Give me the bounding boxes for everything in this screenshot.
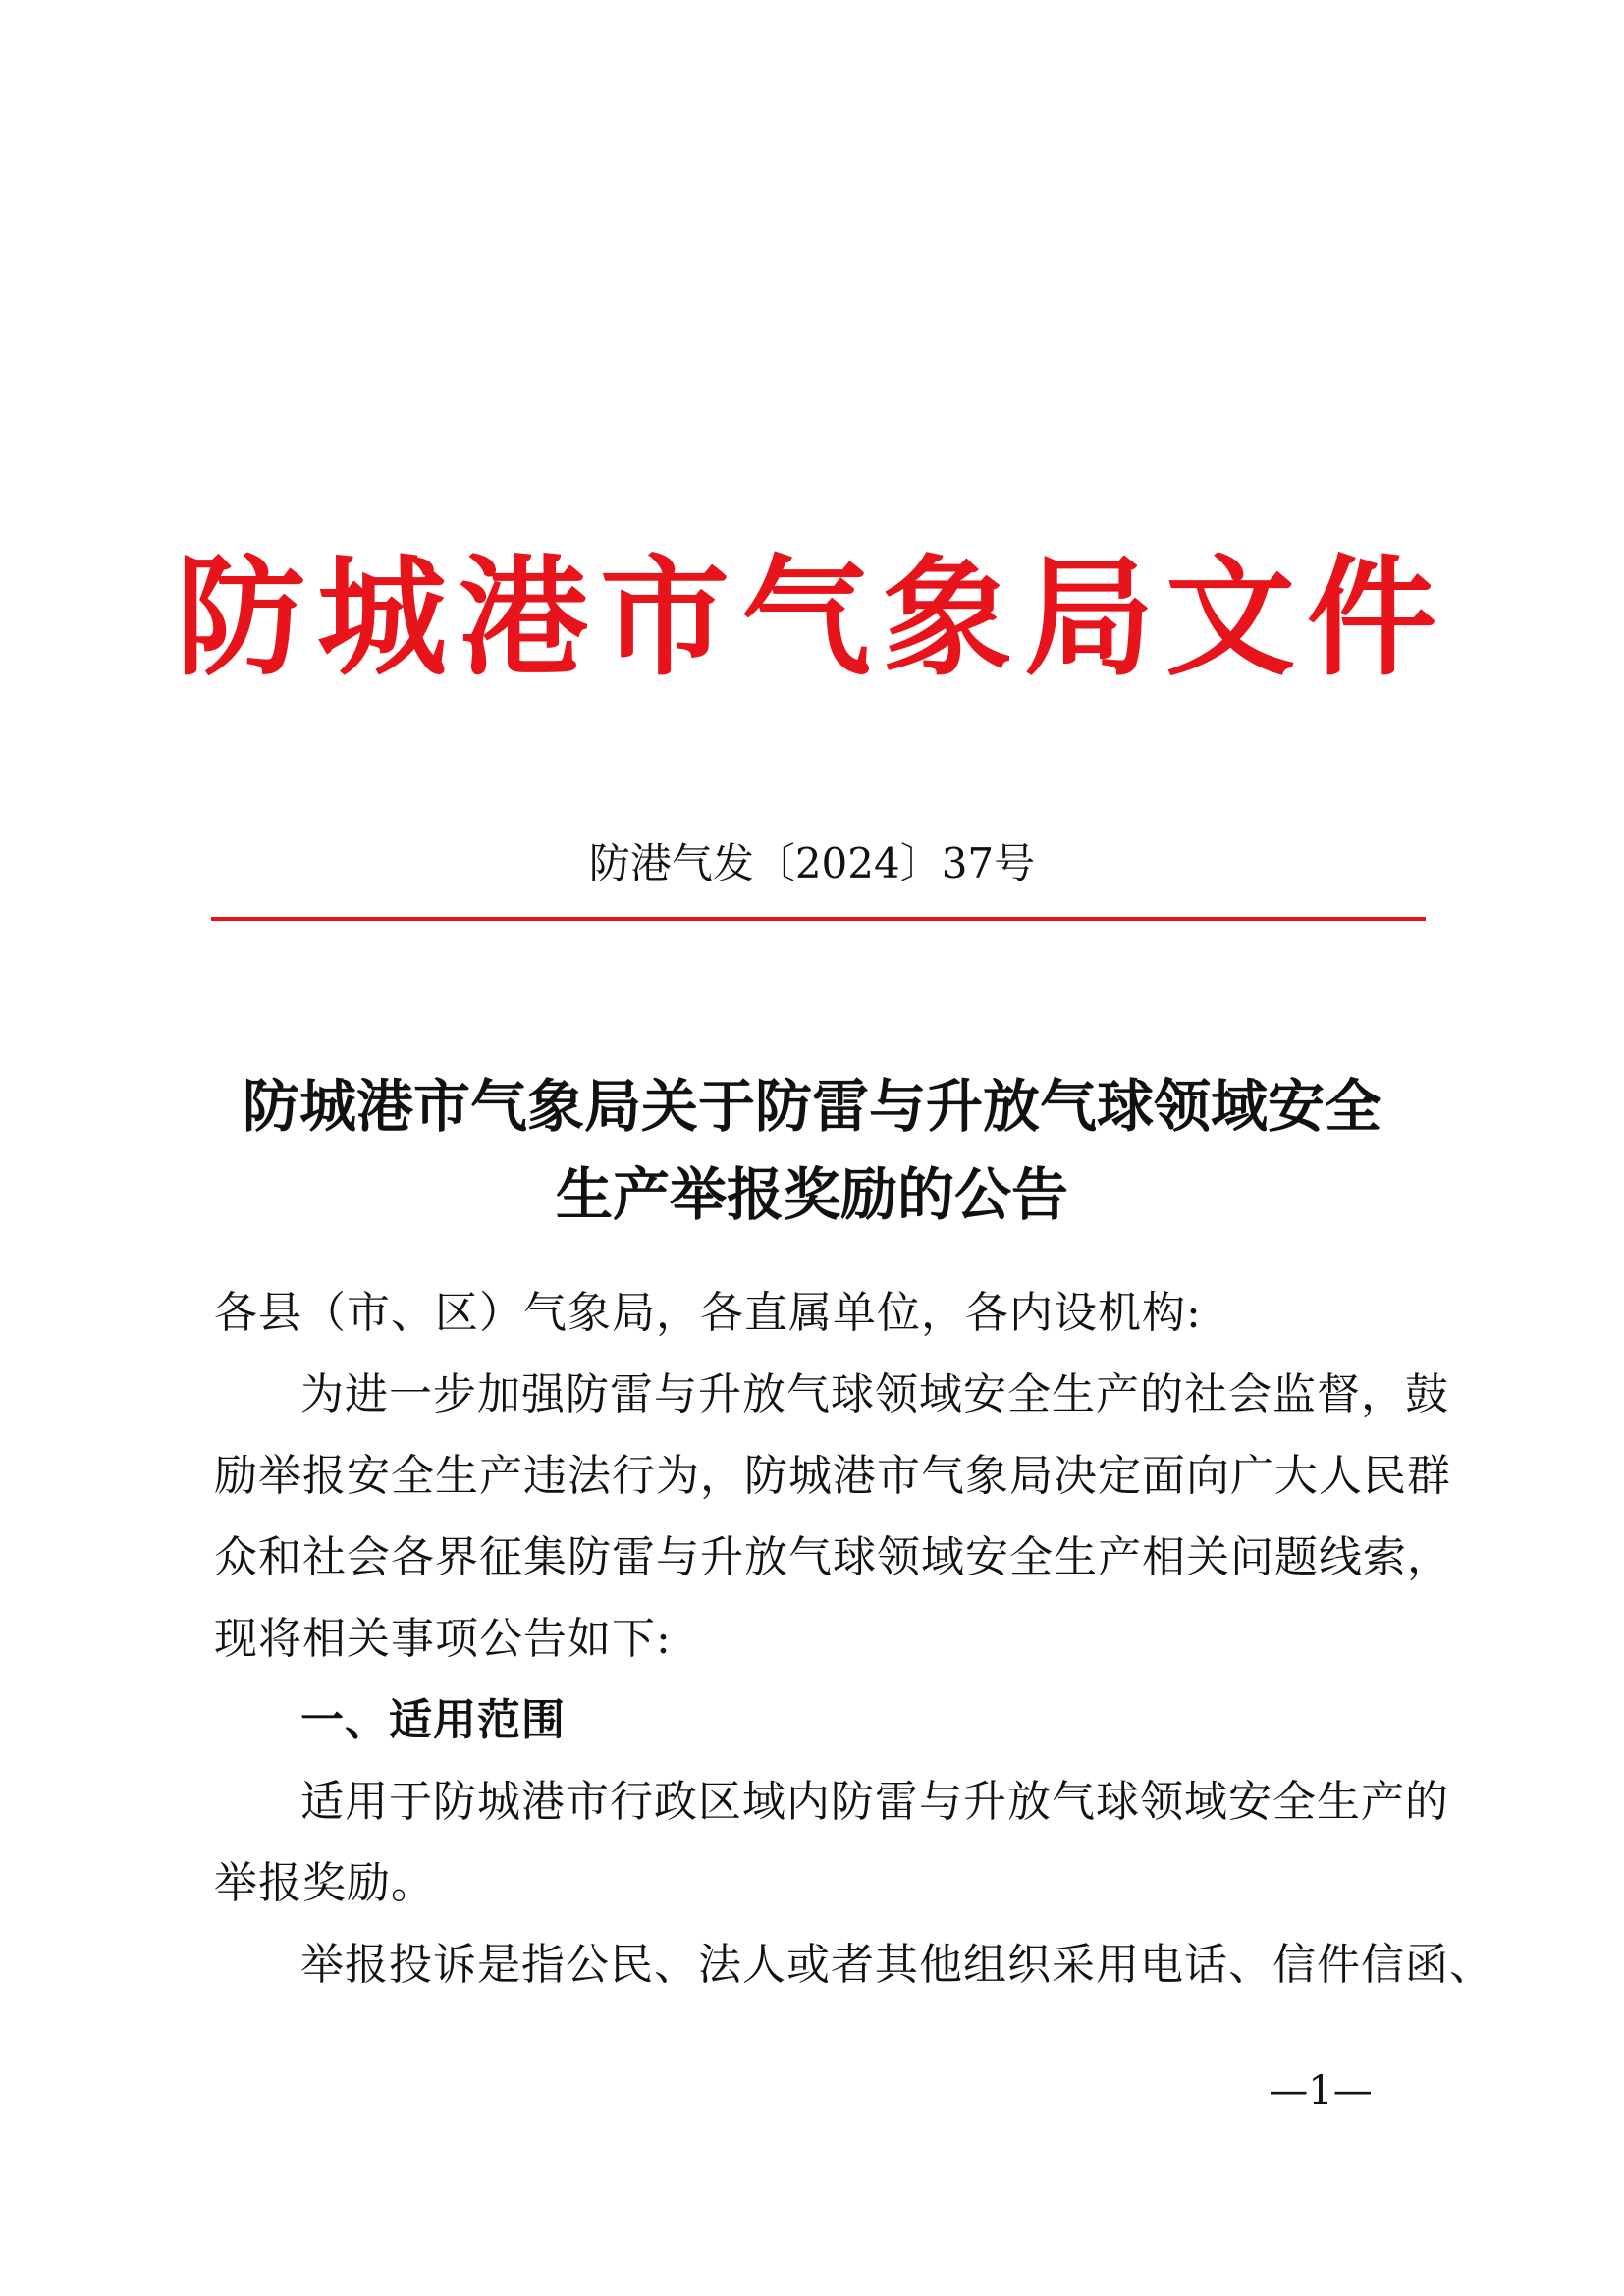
section-1-line-1: 适用于防城港市行政区域内防雷与升放气球领域安全生产的 [300, 1777, 1449, 1827]
document-body [214, 1272, 1493, 2005]
page-number: —1— [1269, 2068, 1373, 2113]
section-1-paragraph-2-line-1: 举报投诉是指公民、法人或者其他组织采用电话、信件信函、 [300, 1940, 1493, 1990]
intro-line-4: 现将相关事项公告如下: [214, 1614, 672, 1664]
document-number: 防港气发〔2024〕37号 [588, 839, 1036, 887]
title-line-2: 生产举报奖励的公告 [555, 1161, 1068, 1228]
section-1-heading: 一、适用范围 [300, 1695, 566, 1745]
intro-line-3: 众和社会各界征集防雷与升放气球领域安全生产相关问题线索， [214, 1532, 1451, 1582]
document-masthead: 防城港市气象局文件 [176, 543, 1448, 694]
addressee-line: 各县（市、区）气象局，各直属单位，各内设机构: [214, 1288, 1202, 1338]
section-1-line-2: 举报奖励。 [214, 1858, 435, 1908]
document-title [147, 1062, 1477, 1239]
intro-line-1: 为进一步加强防雷与升放气球领域安全生产的社会监督，鼓 [300, 1369, 1449, 1419]
red-divider-line [211, 917, 1426, 921]
title-line-1: 防城港市气象局关于防雷与升放气球领域安全 [242, 1073, 1381, 1140]
intro-line-2: 励举报安全生产违法行为，防城港市气象局决定面向广大人民群 [214, 1451, 1451, 1501]
